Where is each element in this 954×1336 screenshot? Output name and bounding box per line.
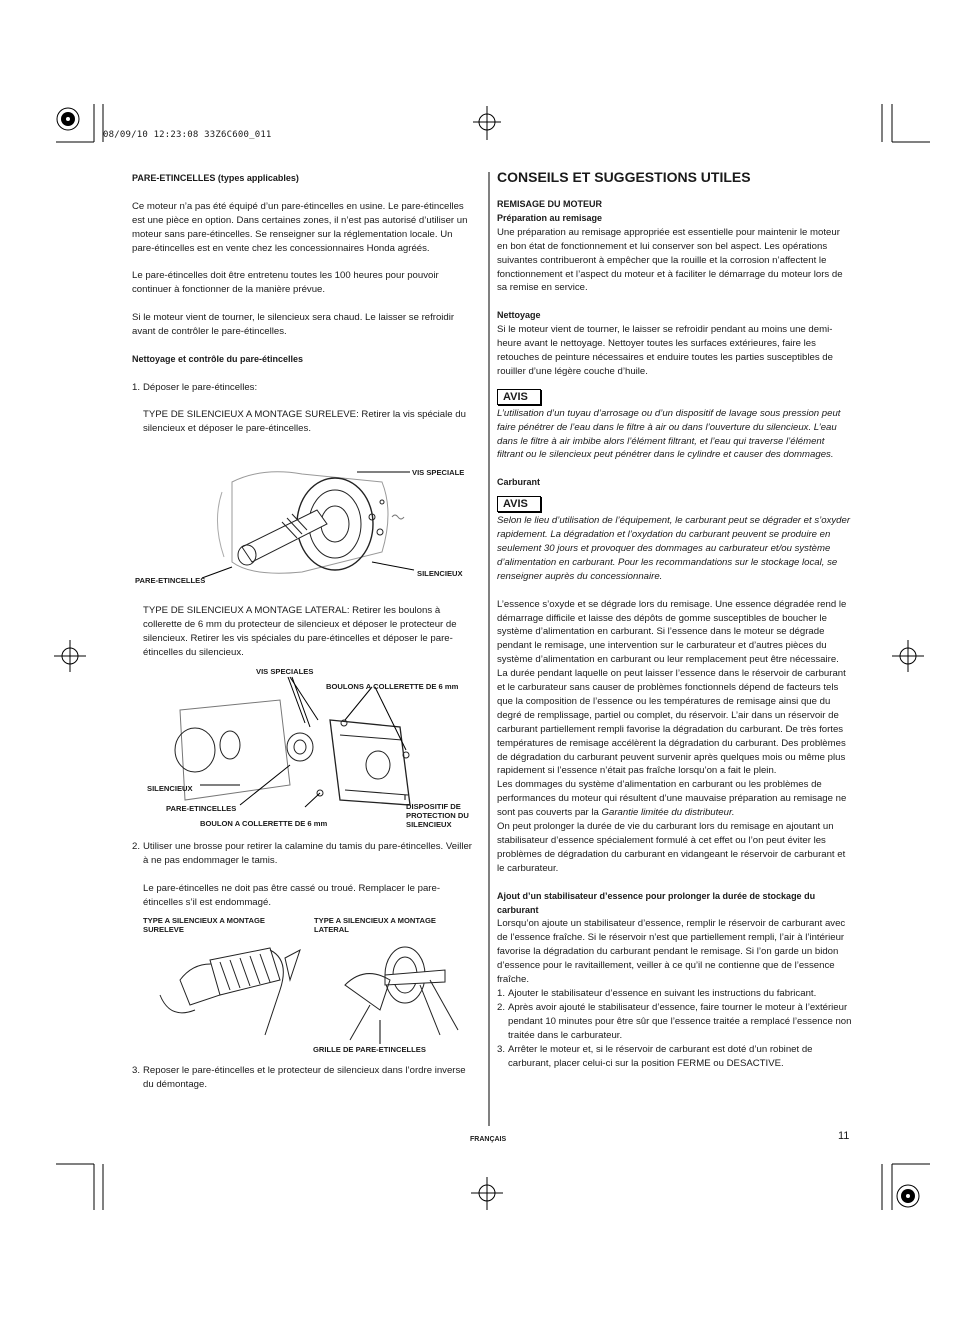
stab-step-1 (497, 987, 852, 1001)
notice-text: L’utilisation d’un tuyau d’arrosage ou d’un dispositif de lavage sous pression peut faire pénétrer de l’eau dans le filtre à air ou dans l’ouverture du silencieux. L’eau dans le filtre à air imbibe alors l’élément filtrant, et l’eau qui traverse l’élément filtrant ou le silencieux peut pénétrer dans le cylindre et causer des dommages. (497, 407, 841, 461)
paragraph (497, 778, 852, 820)
avis-badge (497, 496, 541, 512)
step-text: Arrêter le moteur et, si le réservoir de carburant est doté d’un robinet de carburant, placer celui-ci sur la position FERME ou DESACTIVE. (508, 1043, 813, 1069)
label-line: PROTECTION DU (406, 811, 469, 820)
stab-step-3 (497, 1043, 852, 1071)
label-line: SURELEVE (143, 925, 184, 934)
step-number: 3. (132, 1065, 141, 1076)
registration-star-top (57, 108, 79, 130)
label-vis-speciale: VIS SPECIALE (412, 468, 465, 477)
step-2 (132, 840, 475, 910)
step-text: Utiliser une brosse pour retirer la calamine du tamis du pare-étincelles. Veiller à ne pas endommager le tamis. (143, 841, 473, 866)
step-text: Après avoir ajouté le stabilisateur d’essence, faire tourner le moteur à l’extérieur pendant 10 minutes pour être sûr que l’essence traitée a remplacé l’essence non traitée dans le carburateur. (508, 1001, 852, 1041)
print-stamp: 08/09/10 12:23:08 33Z6C600_011 (103, 130, 272, 140)
paragraph: Lorsqu’on ajoute un stabilisateur d’essence, remplir le réservoir de carburant avec de l’essence fraîche. Si le réservoir n’est que partiellement rempli, l’air à l’intérieur favorise la dégradation du carburant pendant le remisage. Si l’on garde un bidon d’essence pour le ravitaillement, veiller à ce qu’il ne contienne que de l’essence fraîche. (497, 918, 846, 986)
step-1a: TYPE DE SILENCIEUX A MONTAGE SURELEVE: Retirer la vis spéciale du silencieux et déposer le pare-étincelles. (143, 409, 466, 435)
label-dispositif-protection (406, 802, 469, 829)
label-line: TYPE A SILENCIEUX A MONTAGE (314, 916, 436, 925)
avis-label: AVIS (503, 498, 528, 511)
label-line: DISPOSITIF DE (406, 802, 461, 811)
footer-language: FRANÇAIS (470, 1136, 507, 1143)
notice-text: Selon le lieu d’utilisation de l’équipement, le carburant peut se dégrader et s’oxyder rapidement. La dégradation et l’oxydation du carburant peuvent se produire en seulement 30 jours et provoquer des dommages au carburateur et/ou système d’alimentation en carburant. Pour les recommandations sur le stockage local, se renseigner auprès du concessionnaire. (497, 515, 851, 582)
label-grille: GRILLE DE PARE-ETINCELLES (313, 1045, 426, 1054)
crosshair-bottom (471, 1177, 503, 1210)
label-silencieux-2: SILENCIEUX (147, 784, 193, 793)
warranty-name: Garantie limitée du distributeur. (601, 807, 735, 819)
label-pare-etincelles-2: PARE-ETINCELLES (166, 804, 237, 813)
label-pare-etincelles: PARE-ETINCELLES (135, 576, 206, 585)
cleaning-subtitle: Nettoyage et contrôle du pare-étincelles (132, 353, 304, 364)
paragraph: L’essence s’oxyde et se dégrade lors du remisage. Une essence dégradée rend le démarrage difficile et laisse des dépôts de gomme susceptibles de boucher le système d’alimentation en carburant. Si l’essence dans le moteur se dégrade pendant le remisage, une intervention sur le carburateur et d’autres pièces du système d’alimentation en carburant ou leur remplacement peut être nécessaire. (497, 598, 847, 666)
stabilizer-subtitle: Ajout d’un stabilisateur d’essence pour prolonger la durée de stockage du carburant (497, 890, 816, 915)
stab-step-2 (497, 1001, 852, 1043)
paragraph: La durée pendant laquelle on peut laisser l’essence dans le réservoir de carburant et le carburateur sans causer de problèmes fonctionnels dépend de facteurs tels que la composition de l’essence ou les températures de remisage ainsi que du degré de remplissage, partiel ou complet, du réservoir. L’air dans un réservoir de carburant partiellement rempli favorise la dégradation du carburant. De très fortes températures de remisage accélèrent la dégradation du carburant. Des problèmes de dégradation du carburant peuvent survenir après quelques mois ou même plus rapidement si l’essence n’était pas fraîche lorsqu’on a fait le plein. (497, 668, 846, 777)
paragraph: Si le moteur vient de tourner, le silencieux sera chaud. Le laisser se refroidir avant de contrôler le pare-étincelles. (132, 312, 455, 337)
label-vis-speciales: VIS SPECIALES (256, 667, 314, 676)
paragraph: Une préparation au remisage appropriée est essentielle pour maintenir le moteur en bon état de fonctionnement et lui conserver son bel aspect. Les opérations suivantes contribueront à empêcher que la rouille et la corrosion n’affectent le fonctionnement et l’aspect du moteur et à faciliter le démarrage du moteur lors de sa remise en service. (497, 226, 843, 294)
step-2b: Le pare-étincelles ne doit pas être cassé ou troué. Remplacer le pare-étincelles s’il est endommagé. (143, 882, 441, 908)
avis-label: AVIS (503, 390, 528, 403)
step-number: 2. (497, 1001, 506, 1013)
paragraph: Si le moteur vient de tourner, le laisser se refroidir pendant au moins une demi-heure avant le nettoyage. Nettoyer toutes les surfaces extérieures, faire les retouches de peinture nécessaires et enduire toutes les parties susceptibles de rouiller d’une légère couche d’huile. (497, 324, 833, 377)
step-1b-text: TYPE DE SILENCIEUX A MONTAGE LATERAL: Retirer les boulons à collerette de 6 mm du protecteur de silencieux et déposer le protecteur de silencieux. Retirer les vis spéciales du pare-étincelles et déposer le pare-étincelles du silencieux. (143, 605, 457, 658)
step-number: 2. (132, 841, 141, 852)
label-line: SILENCIEUX (406, 820, 452, 829)
step-3 (132, 1064, 475, 1092)
step-number: 3. (497, 1043, 506, 1055)
preparation-subtitle: Préparation au remisage (497, 212, 603, 223)
step-text: Déposer le pare-étincelles: (143, 381, 258, 393)
step-1 (132, 381, 475, 395)
text-span: Les dommages du système d’alimentation en carburant ou les problèmes de performances du moteur qui résultent d’une mauvaise préparation au remisage ne sont pas couverts par la (497, 779, 847, 819)
fuel-subtitle: Carburant (497, 477, 541, 488)
label-type-sureleve (143, 916, 265, 934)
step-1b (143, 604, 475, 660)
figure-brush-cleaning (140, 940, 475, 1045)
crosshair-top (473, 106, 501, 140)
storage-subtitle: REMISAGE DU MOTEUR (497, 199, 603, 209)
step-text: Ajouter le stabilisateur d’essence en suivant les instructions du fabricant. (508, 987, 817, 999)
label-silencieux: SILENCIEUX (417, 569, 463, 578)
cleaning-subtitle-right: Nettoyage (497, 310, 541, 321)
avis-badge (497, 389, 541, 405)
paragraph: Ce moteur n’a pas été équipé d’un pare-étincelles en usine. Le pare-étincelles est une pièce en option. Dans certaines zones, il n’est pas autorisé d’utiliser un moteur sans pare-étincelles. Se renseigner sur la réglementation locale. Un pare-étincelles est en vente chez les concessionnaires Honda agréés. (132, 200, 468, 254)
label-type-lateral (314, 916, 436, 934)
crosshair-left (54, 640, 86, 672)
step-text: Reposer le pare-étincelles et le protecteur de silencieux dans l’ordre inverse du démontage. (143, 1065, 466, 1090)
left-column (132, 172, 475, 436)
page-number: 11 (838, 1130, 850, 1142)
paragraph: On peut prolonger la durée de vie du carburant lors du remisage en ajoutant un stabilisateur d’essence spécialement formulé à cet effet ou l’on peut éviter les problèmes de dégradation du carburant en vidangeant le réservoir de carburant et le carburateur. (497, 821, 846, 874)
label-boulon-collerette: BOULON A COLLERETTE DE 6 mm (200, 819, 328, 828)
registration-star-bottom (897, 1185, 919, 1207)
crosshair-right (892, 640, 924, 672)
label-line: LATERAL (314, 925, 349, 934)
right-column (497, 166, 852, 1070)
step-number: 1. (497, 987, 506, 999)
step-number: 1. (132, 381, 141, 393)
paragraph: Le pare-étincelles doit être entretenu toutes les 100 heures pour pouvoir continuer à fonctionner de la manière prévue. (132, 270, 439, 296)
label-line: TYPE A SILENCIEUX A MONTAGE (143, 916, 265, 925)
section-title: CONSEILS ET SUGGESTIONS UTILES (497, 169, 751, 185)
label-boulons-collerette: BOULONS A COLLERETTE DE 6 mm (326, 682, 459, 691)
spark-arrester-title: PARE-ETINCELLES (types applicables) (132, 173, 299, 183)
